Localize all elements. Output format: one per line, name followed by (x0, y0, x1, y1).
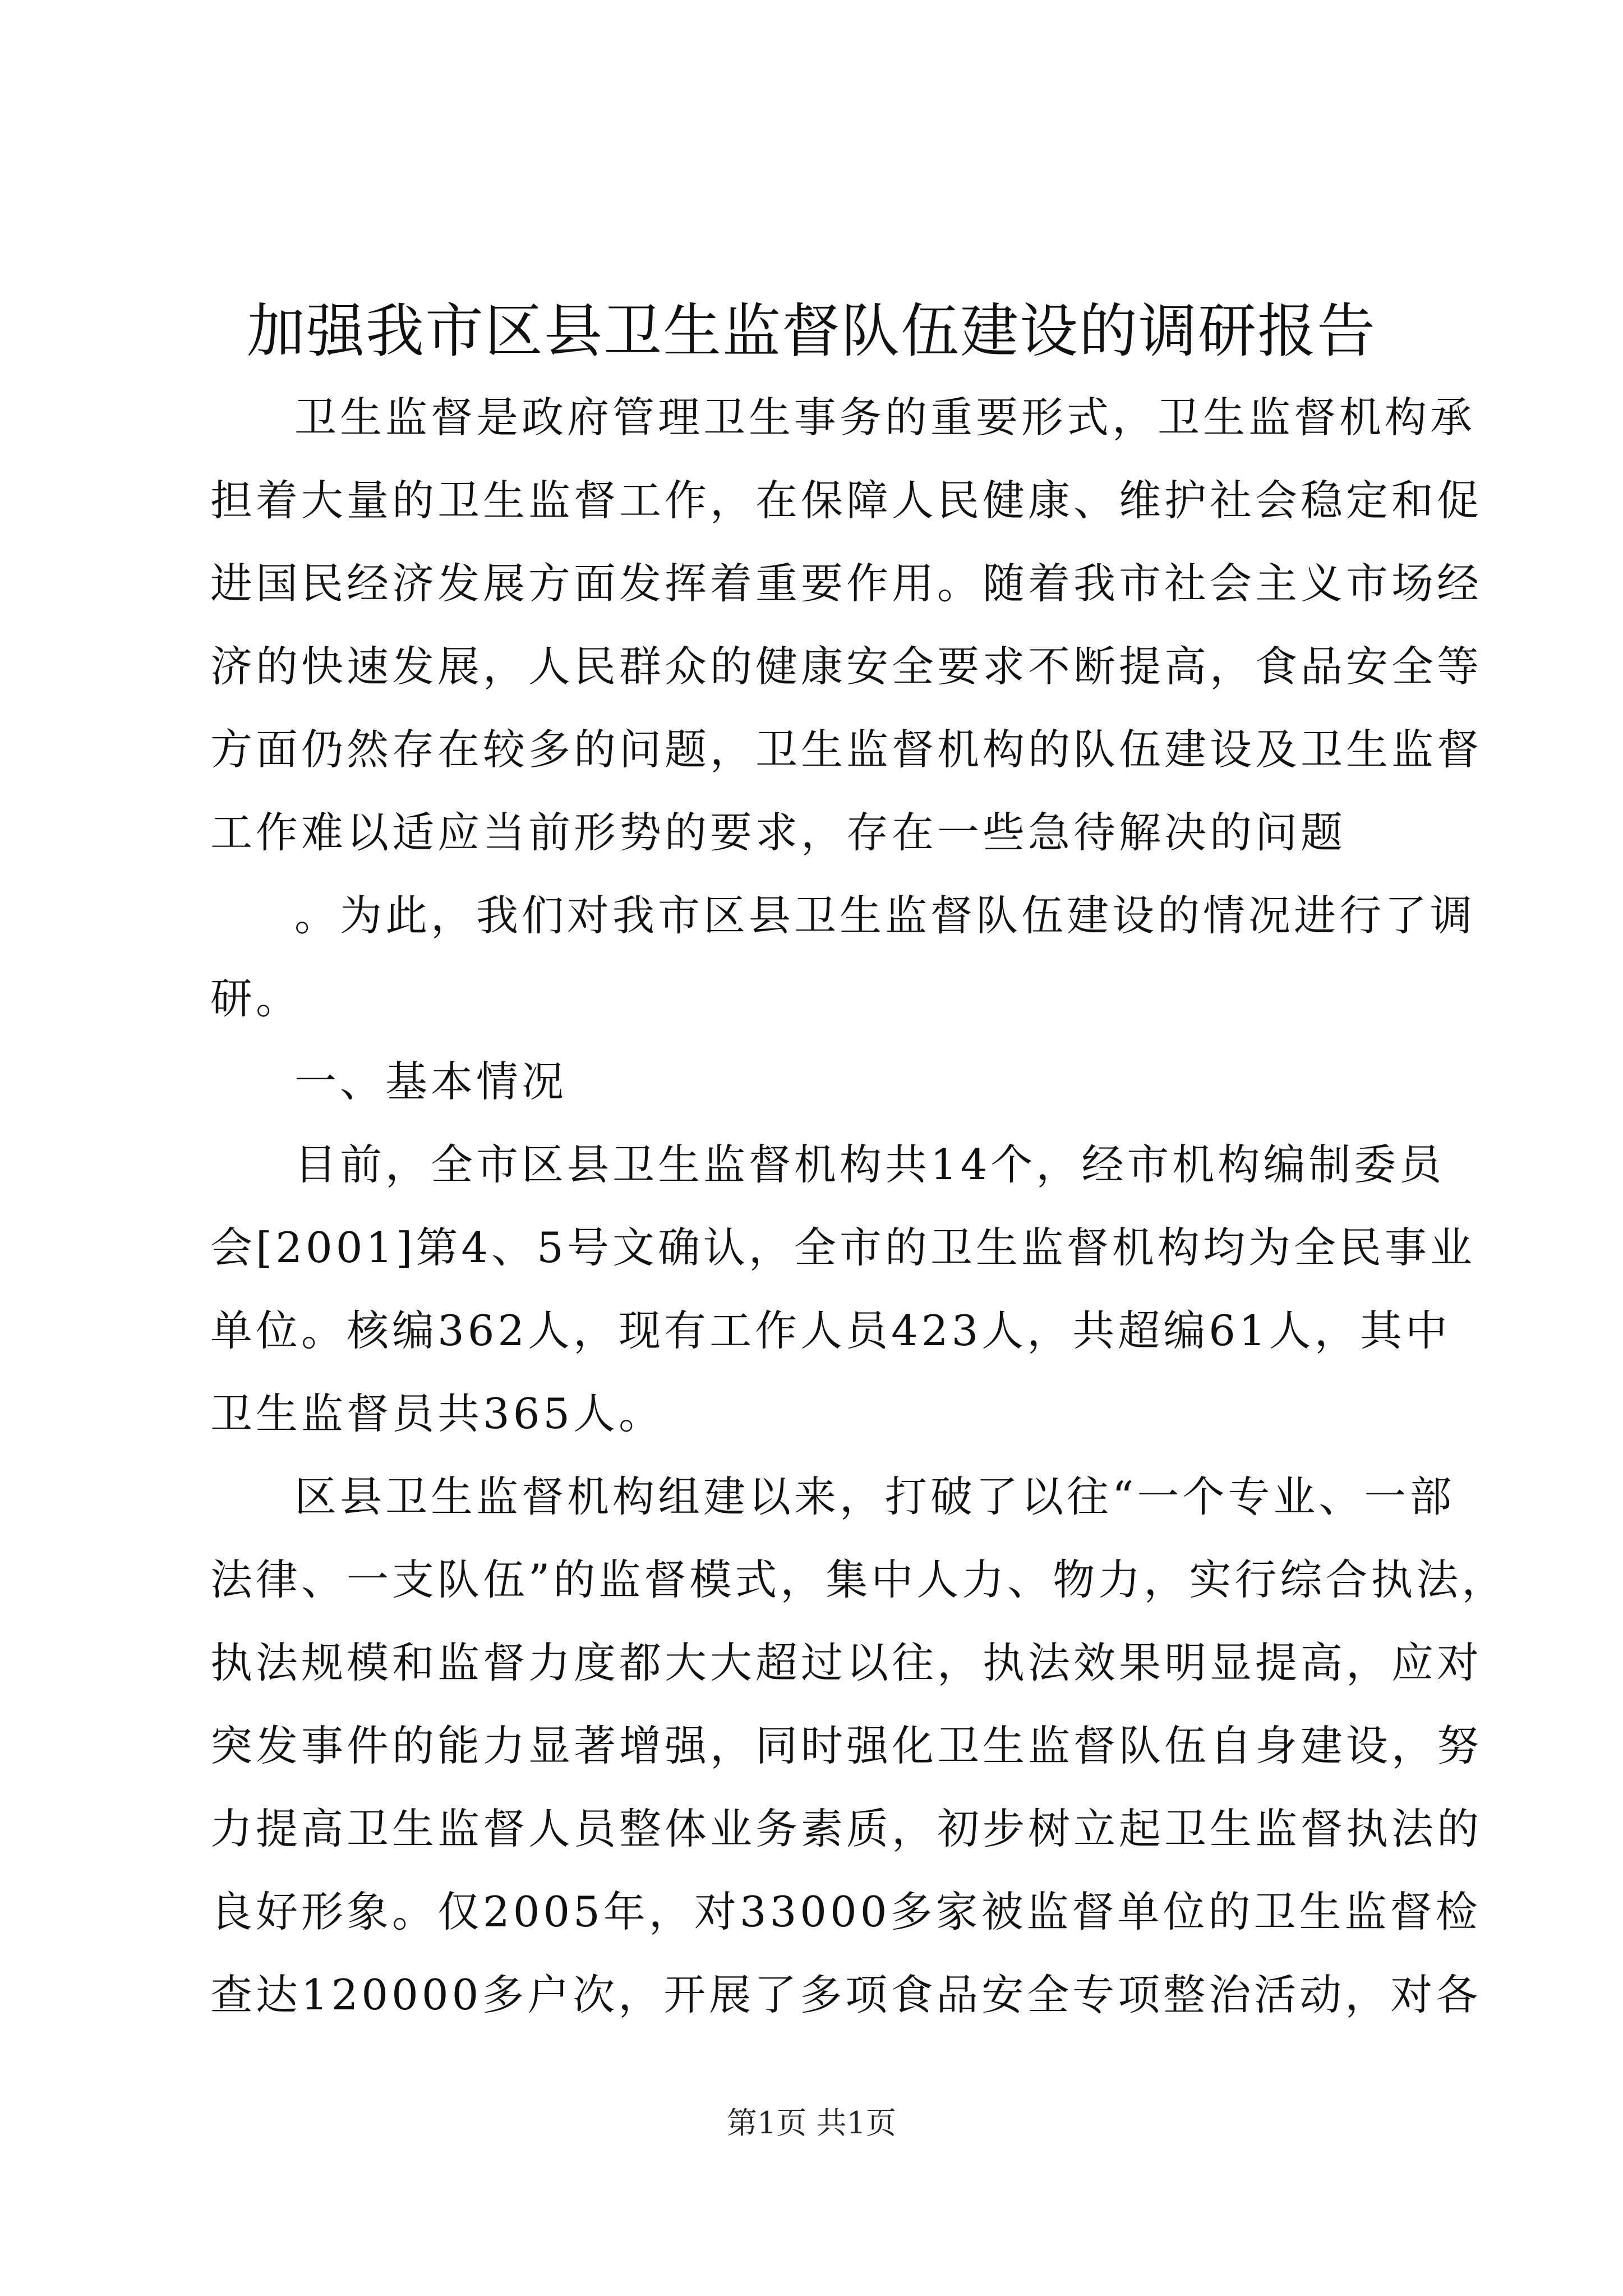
paragraph-line: 担着大量的卫生监督工作，在保障人民健康、维护社会稳定和促 (210, 476, 1483, 525)
paragraph-line: 济的快速发展，人民群众的健康安全要求不断提高，食品安全等 (210, 642, 1483, 691)
paragraph-line: 研。 (210, 974, 302, 1023)
paragraph-line: 方面仍然存在较多的问题，卫生监督机构的队伍建设及卫生监督 (210, 725, 1483, 774)
paragraph-line: 工作难以适应当前形势的要求，存在一些急待解决的问题 (210, 808, 1347, 857)
paragraph-line: 进国民经济发展方面发挥着重要作用。随着我市社会主义市场经 (210, 559, 1483, 608)
paragraph-line: 突发事件的能力显著增强，同时强化卫生监督队伍自身建设，努 (210, 1721, 1483, 1770)
paragraph-line: 区县卫生监督机构组建以来，打破了以往“一个专业、一部 (294, 1472, 1455, 1521)
paragraph-line: 卫生监督员共365人。 (210, 1389, 665, 1438)
document-title: 加强我市区县卫生监督队伍建设的调研报告 (246, 297, 1376, 365)
paragraph-line: 单位。核编362人，现有工作人员423人，共超编61人，其中 (210, 1306, 1451, 1355)
page-number-footer: 第1页 共1页 (727, 2105, 896, 2141)
section-heading: 一、基本情况 (294, 1057, 568, 1106)
paragraph-line: 会[2001]第4、5号文确认，全市的卫生监督机构均为全民事业 (210, 1223, 1476, 1272)
paragraph-line: 查达120000多户次，开展了多项食品安全专项整治活动，对各 (210, 1970, 1482, 2019)
paragraph-line: 卫生监督是政府管理卫生事务的重要形式，卫生监督机构承 (294, 393, 1476, 442)
paragraph-line: 法律、一支队伍”的监督模式，集中人力、物力，实行综合执法， (210, 1555, 1507, 1604)
paragraph-line: 。为此，我们对我市区县卫生监督队伍建设的情况进行了调 (294, 891, 1476, 940)
paragraph-line: 良好形象。仅2005年，对33000多家被监督单位的卫生监督检 (210, 1887, 1481, 1936)
document-body (210, 376, 1507, 2036)
paragraph-line: 执法规模和监督力度都大大超过以往，执法效果明显提高，应对 (210, 1638, 1483, 1687)
paragraph-line: 力提高卫生监督人员整体业务素质，初步树立起卫生监督执法的 (210, 1804, 1483, 1853)
paragraph-line: 目前，全市区县卫生监督机构共14个，经市机构编制委员 (294, 1140, 1445, 1189)
